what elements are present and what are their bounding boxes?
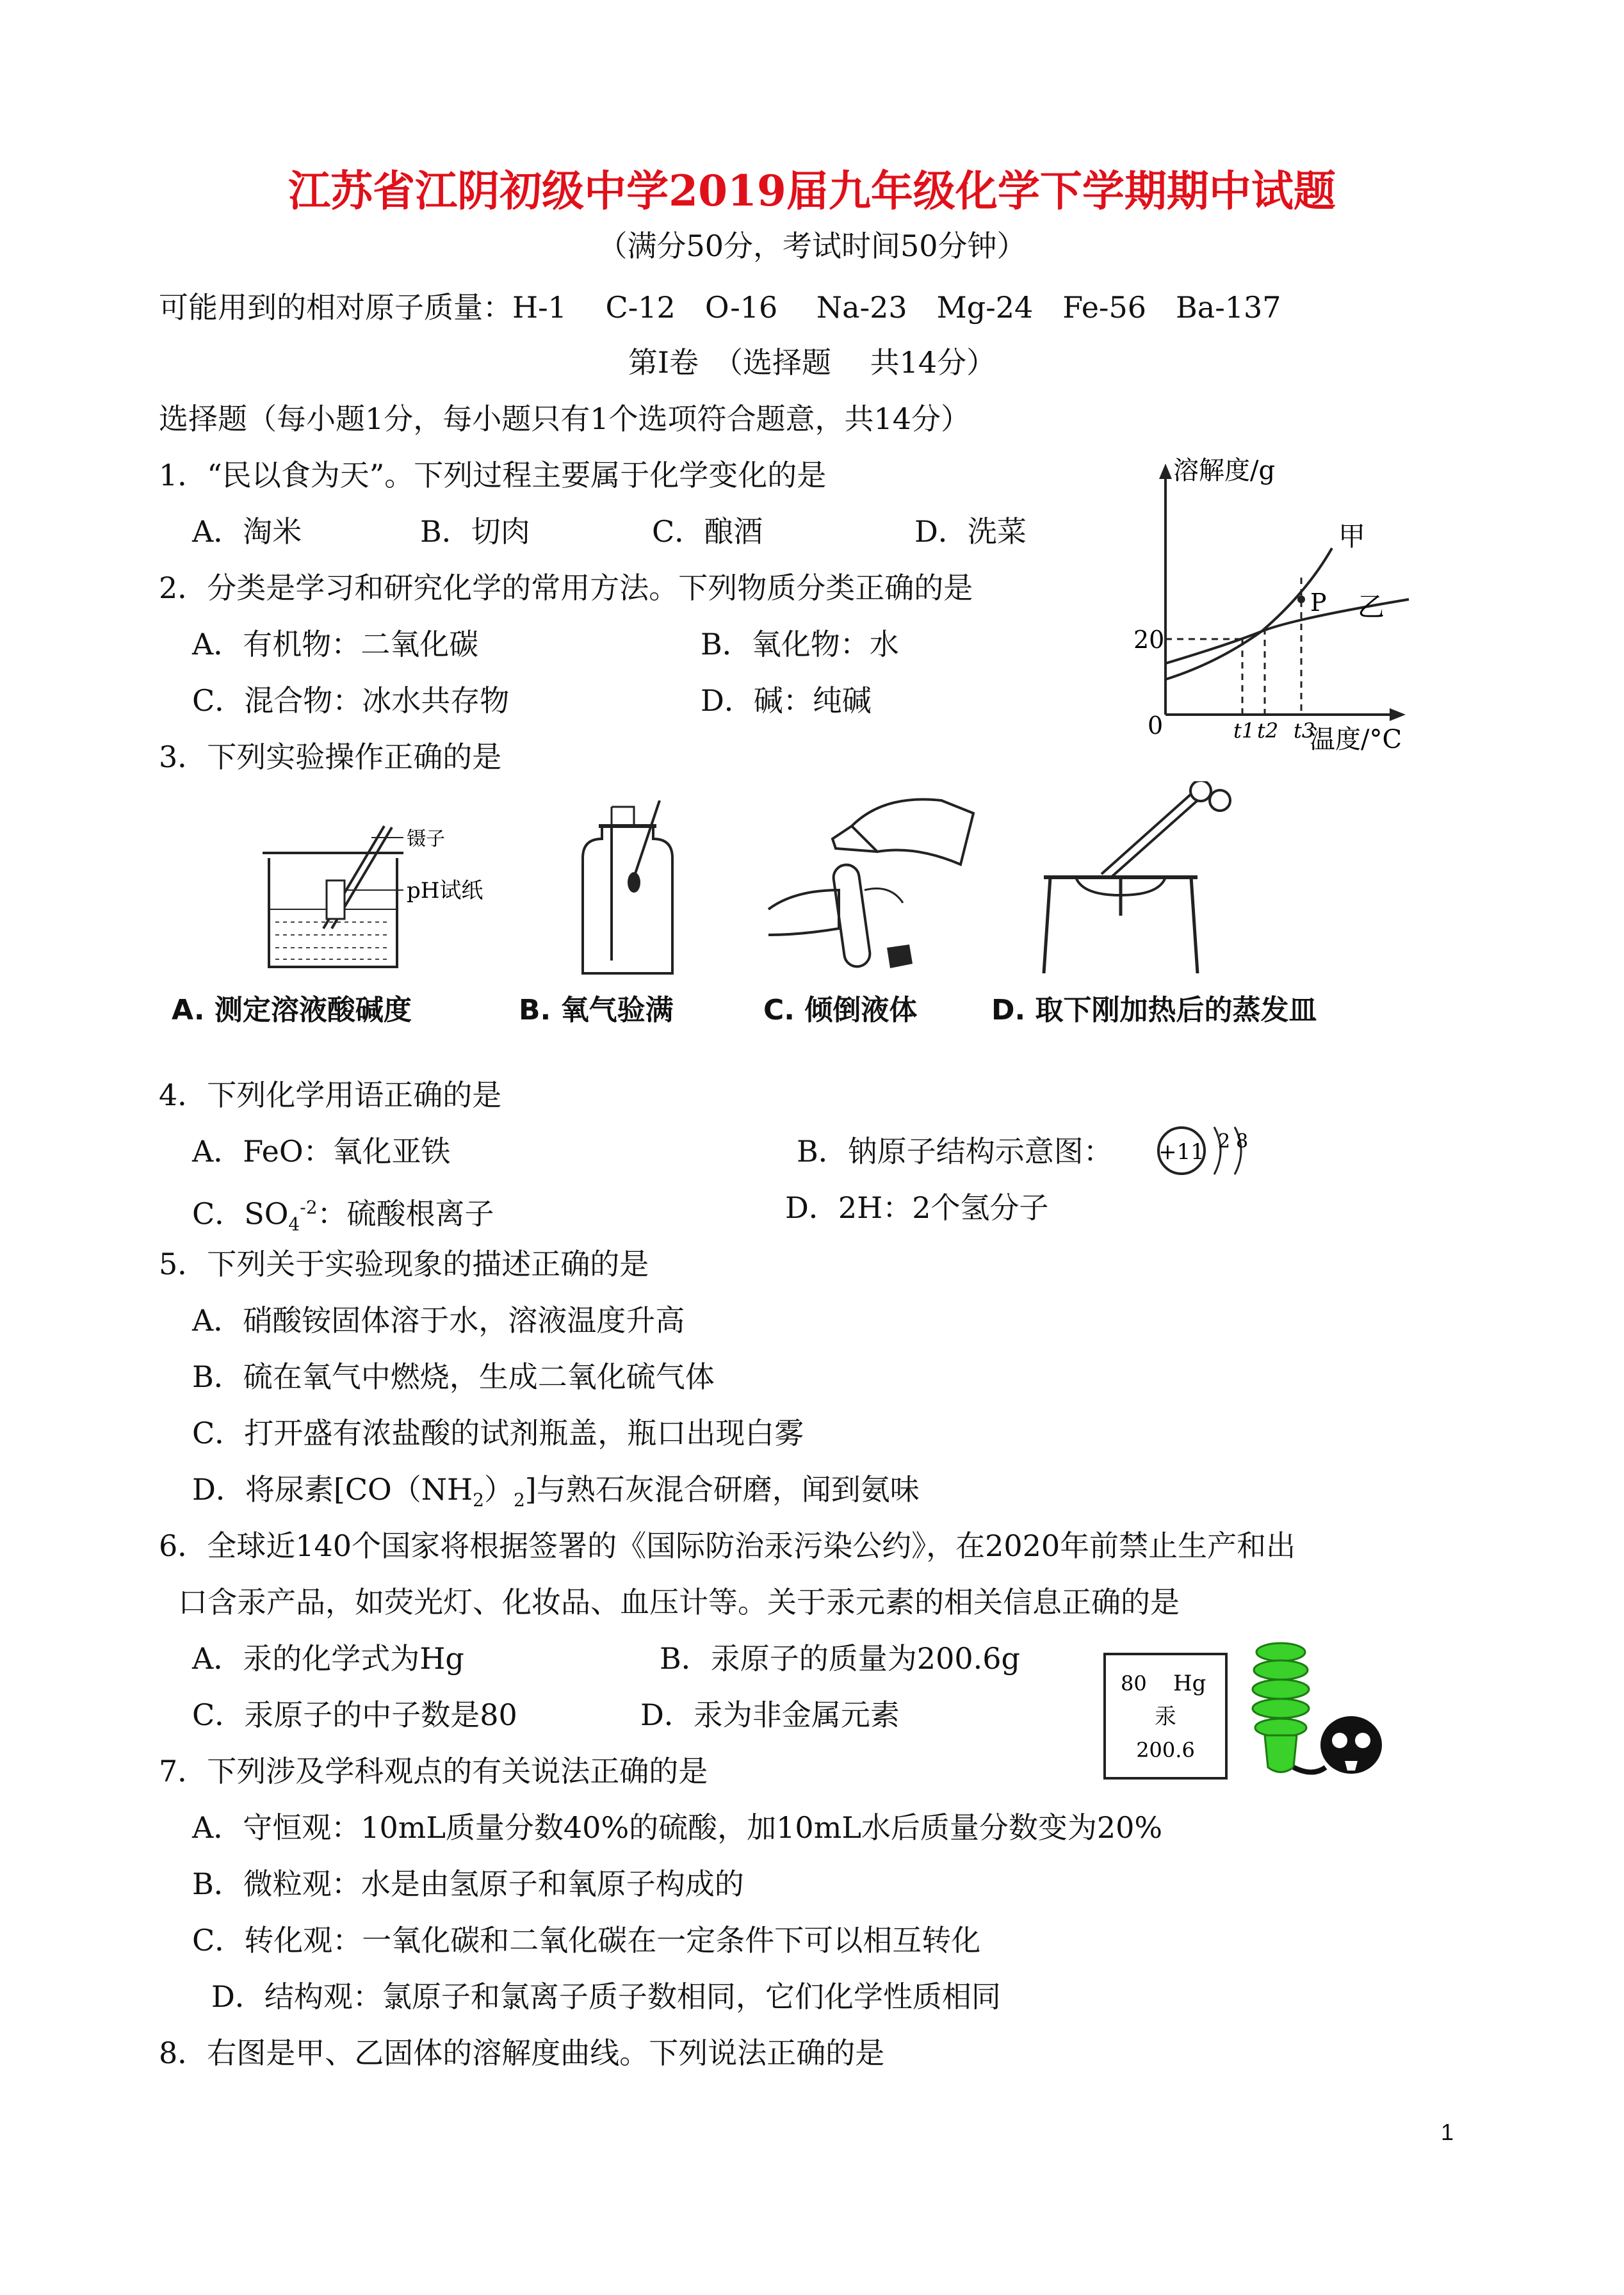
q3-option-b: B. 氧气验满 (519, 994, 674, 1026)
q1-option-a: A．淘米 (192, 514, 302, 549)
q7-option-a: A．守恒观：10mL质量分数40%的硫酸，加10mL水后质量分数变为20% (192, 1810, 1163, 1845)
q5-option-d: D．将尿素$[CO(NH_2)_2]$与熟石灰混合研磨，闻到氨味 (192, 1472, 920, 1511)
q1-stem: 1．“民以食为天”。下列过程主要属于化学变化的是 (159, 458, 827, 492)
shell-1-count: 2 (1218, 1130, 1231, 1153)
figure-c-pouring (756, 781, 986, 973)
atomic-masses: 可能用到的相对原子质量：H-1 C-12 O-16 Na-23 Mg-24 Fe-56 Ba-137 (159, 290, 1281, 325)
exam-subtitle: （满分50分，考试时间50分钟） (597, 229, 1027, 263)
graph-label-yi: 乙 (1358, 591, 1385, 622)
q1-option-c: C．酿酒 (652, 514, 763, 549)
q3-option-d: D. 取下刚加热后的蒸发皿 (991, 994, 1317, 1026)
figure-d-tripod (1025, 781, 1242, 980)
q1-option-b: B．切肉 (420, 514, 530, 549)
graph-tick-t3: t3 (1294, 718, 1315, 743)
q5-stem: 5．下列关于实验现象的描述正确的是 (159, 1247, 649, 1281)
q6-option-a: A．汞的化学式为Hg (192, 1641, 464, 1676)
q1-option-d: D．洗菜 (914, 514, 1027, 549)
q6-stem-line1: 6．全球近140个国家将根据签署的《国际防治汞污染公约》，在2020年前禁止生产和出 (159, 1529, 1296, 1563)
instructions: 选择题（每小题1分，每小题只有1个选项符合题意，共14分） (159, 401, 971, 436)
q7-option-c: C．转化观：一氧化碳和二氧化碳在一定条件下可以相互转化 (192, 1923, 981, 1958)
q5-option-b: B．硫在氧气中燃烧，生成二氧化硫气体 (192, 1359, 715, 1394)
q2-stem: 2．分类是学习和研究化学的常用方法。下列物质分类正确的是 (159, 571, 973, 605)
graph-label-jia: 甲 (1338, 521, 1366, 552)
sodium-atom-diagram (1153, 1122, 1262, 1180)
q2-option-a: A．有机物：二氧化碳 (192, 627, 479, 661)
q4-option-a: A．FeO：氧化亚铁 (192, 1134, 451, 1169)
curve-jia (1165, 548, 1332, 679)
q7-stem: 7．下列涉及学科观点的有关说法正确的是 (159, 1754, 708, 1788)
element-name: 汞 (1155, 1704, 1176, 1730)
q2-option-b: B．氧化物：水 (701, 627, 899, 661)
q6-option-c: C．汞原子的中子数是80 (192, 1698, 517, 1732)
graph-tick-t1: t1 (1233, 718, 1255, 743)
q6-stem-line2: 口含汞产品，如荧光灯、化妆品、血压计等。关于汞元素的相关信息正确的是 (178, 1585, 1180, 1619)
point-p (1297, 596, 1305, 603)
q5-option-c: C．打开盛有浓盐酸的试剂瓶盖，瓶口出现白雾 (192, 1416, 804, 1450)
figure-a-ph-test (256, 813, 557, 973)
q4-option-c: C．$SO_4^{-2}$：硫酸根离子 (192, 1196, 494, 1235)
graph-y-mark: 20 (1133, 626, 1165, 654)
graph-tick-t2: t2 (1257, 718, 1279, 743)
q2-option-c: C．混合物：冰水共存物 (192, 683, 510, 718)
q4-option-b: B．钠原子结构示意图： (797, 1134, 1113, 1169)
graph-label-p: P (1310, 588, 1327, 617)
element-mass: 200.6 (1136, 1738, 1195, 1762)
label-tweezers: 镊子 (407, 828, 445, 850)
mercury-element-card (1103, 1652, 1228, 1780)
nucleus-charge: +11 (1158, 1139, 1205, 1165)
page-number: 1 (1441, 2119, 1454, 2145)
q6-option-d: D．汞为非金属元素 (640, 1698, 900, 1732)
q3-option-c: C. 倾倒液体 (763, 994, 918, 1026)
q4-stem: 4．下列化学用语正确的是 (159, 1078, 502, 1112)
graph-ylabel: 溶解度/g (1173, 456, 1276, 485)
figure-b-oxygen-test (564, 800, 692, 980)
page-title: 江苏省江阴初级中学2019届九年级化学下学期期中试题 (288, 166, 1336, 216)
q3-option-a: A. 测定溶液酸碱度 (172, 994, 412, 1026)
element-symbol: Hg (1173, 1671, 1206, 1696)
q3-stem: 3．下列实验操作正确的是 (159, 740, 502, 774)
q8-stem: 8．右图是甲、乙固体的溶解度曲线。下列说法正确的是 (159, 2036, 885, 2070)
graph-origin: 0 (1148, 711, 1164, 740)
q4-option-d: D．2H：2个氢分子 (785, 1190, 1049, 1225)
q2-option-d: D．碱：纯碱 (701, 683, 872, 718)
q5-option-a: A．硝酸铵固体溶于水，溶液温度升高 (192, 1303, 685, 1338)
graph-xlabel: 温度/°C (1310, 725, 1402, 753)
q7-option-d: D．结构观：氯原子和氯离子质子数相同，它们化学性质相同 (211, 1979, 1001, 2014)
shell-2-count: 8 (1236, 1130, 1249, 1153)
solubility-graph (1133, 452, 1441, 753)
section-heading: 第Ⅰ卷 （选择题 共14分） (628, 345, 996, 380)
element-number: 80 (1121, 1671, 1147, 1696)
q6-option-b: B．汞原子的质量为200.6g (660, 1641, 1020, 1676)
fluorescent-lamp-image (1242, 1639, 1396, 1793)
label-ph-paper: pH试纸 (407, 878, 483, 904)
q7-option-b: B．微粒观：水是由氢原子和氧原子构成的 (192, 1867, 744, 1901)
